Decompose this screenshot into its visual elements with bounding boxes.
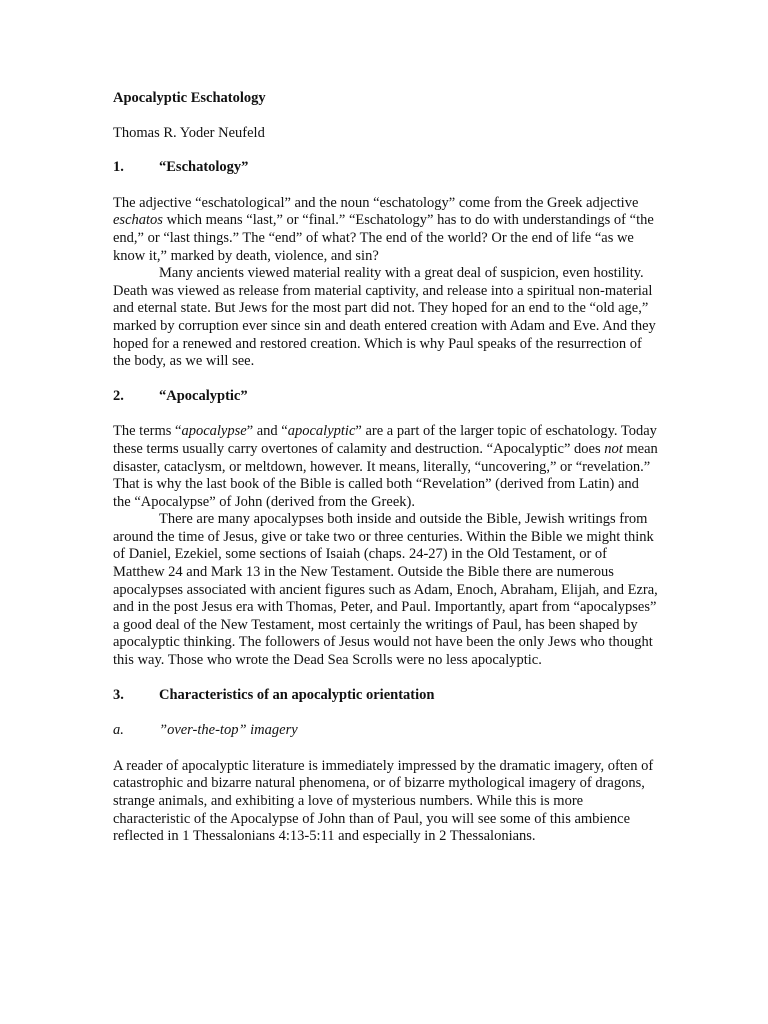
section-title: “Apocalyptic” bbox=[159, 387, 248, 404]
italic-term: apocalypse bbox=[181, 423, 247, 440]
italic-term: not bbox=[604, 440, 623, 457]
subsection-letter: a. bbox=[113, 722, 124, 739]
subsection-body-imagery bbox=[113, 758, 658, 846]
text-run: The adjective “eschatological” and the noun “eschatology” come from the Greek adjective bbox=[113, 194, 639, 211]
subsection-title: ”over-the-top” imagery bbox=[159, 722, 298, 739]
section-heading-characteristics bbox=[113, 687, 658, 705]
document-title: Apocalyptic Eschatology bbox=[113, 90, 266, 106]
section-body-apocalyptic bbox=[113, 423, 658, 669]
text-run: which means “last,” or “final.” “Eschatology” has to do with understandings of “the end,” or “last things.” The “end” of what? The end of the world? Or the end of life “as we know it,” marked by death, violence, and sin? bbox=[113, 212, 654, 264]
italic-term: apocalyptic bbox=[287, 423, 356, 440]
section-heading-eschatology bbox=[113, 159, 658, 177]
paragraph bbox=[113, 423, 658, 511]
text-run: The terms “ bbox=[113, 423, 182, 440]
italic-term: eschatos bbox=[113, 212, 163, 229]
paragraph: A reader of apocalyptic literature is immediately impressed by the dramatic imagery, often of catastrophic and bizarre natural phenomena, or of bizarre mythological imagery of dragons, strange animals, and exhibiting a love of mysterious numbers. While this is more characteristic of the Apocalypse of John than of Paul, you will see some of this ambience reflected in 1 Thessalonians 4:13-5:11 and especially in 2 Thessalonians. bbox=[113, 757, 654, 845]
section-title: Characteristics of an apocalyptic orientation bbox=[159, 686, 435, 703]
section-title: “Eschatology” bbox=[159, 159, 249, 176]
text-run: mean disaster, cataclysm, or meltdown, however. It means, literally, “uncovering,” or “revelation.” That is why the last book of the Bible is called both “Revelation” (derived from Latin) and the “Apocalypse” of John (derived from the Greek). bbox=[113, 440, 658, 510]
section-body-eschatology bbox=[113, 195, 658, 371]
section-number: 2. bbox=[113, 387, 124, 404]
text-run: ” are a part of the larger topic of eschatology. Today these terms usually carry overtones of calamity and destruction. “Apocalyptic” does bbox=[113, 423, 657, 457]
section-heading-apocalyptic bbox=[113, 388, 658, 406]
section-number: 3. bbox=[113, 686, 124, 703]
document-page bbox=[113, 90, 658, 846]
section-number: 1. bbox=[113, 159, 124, 176]
paragraph: Many ancients viewed material reality with a great deal of suspicion, even hostility. Death was viewed as release from material captivity, and release into a spiritual non-material and eternal state. But Jews for the most part did not. They hoped for an end to the “old age,” marked by corruption ever since sin and death entered creation with Adam and Eve. And they hoped for a renewed and restored creation. Which is why Paul speaks of the resurrection of the body, as we will see. bbox=[113, 265, 656, 370]
document-author: Thomas R. Yoder Neufeld bbox=[113, 124, 265, 141]
paragraph: There are many apocalypses both inside and outside the Bible, Jewish writings from around the time of Jesus, give or take two or three centuries. Within the Bible we might think of Daniel, Ezekiel, some sections of Isaiah (chaps. 24-27) in the Old Testament, or of Matthew 24 and Mark 13 in the New Testament. Outside the Bible there are numerous apocalypses associated with ancient figures such as Adam, Enoch, Abraham, Elijah, and Ezra, and in the post Jesus era with Thomas, Peter, and Paul. Importantly, apart from “apocalypses” a good deal of the New Testament, most certainly the writings of Paul, has been shaped by apocalyptic thinking. The followers of Jesus would not have been the only Jews who thought this way. Those who wrote the Dead Sea Scrolls were no less apocalyptic. bbox=[113, 511, 658, 669]
paragraph bbox=[113, 195, 658, 265]
text-run: ” and “ bbox=[246, 423, 288, 440]
subsection-heading-imagery bbox=[113, 722, 658, 740]
